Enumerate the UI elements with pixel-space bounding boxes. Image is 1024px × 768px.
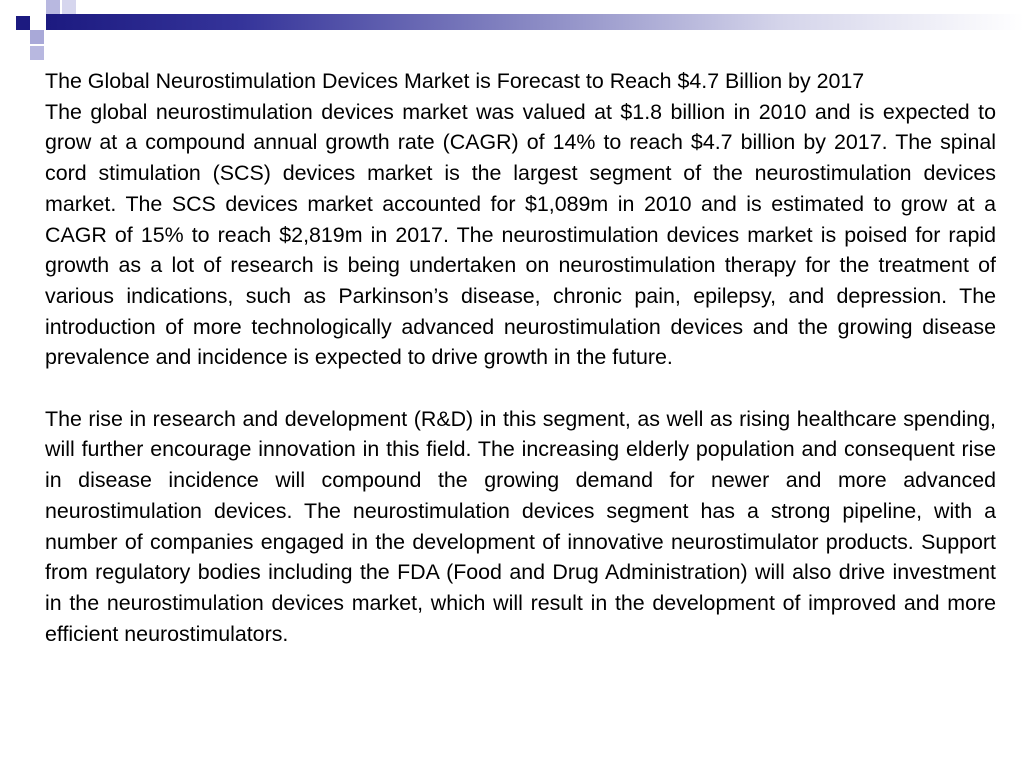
paragraph-growth-drivers: The rise in research and development (R&D) in this segment, as well as rising healthcare spending, will further encourage innovation in this field. The increasing elderly population and consequent rise in disease incidence will compound the growing demand for newer and more advanced neurostimulation devices. The neurostimulation devices segment has a strong pipeline, with a number of companies engaged in the development of innovative neurostimulator products. Support from regulatory bodies including the FDA (Food and Drug Administration) will also drive investment in the neurostimulation devices market, which will result in the development of improved and more efficient neurostimulators.	[45, 406, 996, 646]
slide-body	[45, 66, 996, 649]
decorative-square	[30, 46, 44, 60]
decorative-square	[30, 30, 44, 44]
paragraph-market-overview: The global neurostimulation devices market was valued at $1.8 billion in 2010 and is expected to grow at a compound annual growth rate (CAGR) of 14% to reach $4.7 billion by 2017. The spinal cord stimulation (SCS) devices market is the largest segment of the neurostimulation devices market. The SCS devices market accounted for $1,089m in 2010 and is estimated to grow at a CAGR of 15% to reach $2,819m in 2017. The neurostimulation devices market is poised for rapid growth as a lot of research is being undertaken on neurostimulation therapy for the treatment of various indications, such as Parkinson’s disease, chronic pain, epilepsy, and depression. The introduction of more technologically advanced neurostimulation devices and the growing disease prevalence and incidence is expected to drive growth in the future.	[45, 99, 996, 370]
slide-title: The Global Neurostimulation Devices Market is Forecast to Reach $4.7 Billion by 2017	[45, 69, 865, 93]
header-gradient-bar	[46, 14, 1024, 30]
decorative-square	[46, 0, 60, 14]
decorative-square	[16, 16, 30, 30]
decorative-square	[62, 0, 76, 14]
